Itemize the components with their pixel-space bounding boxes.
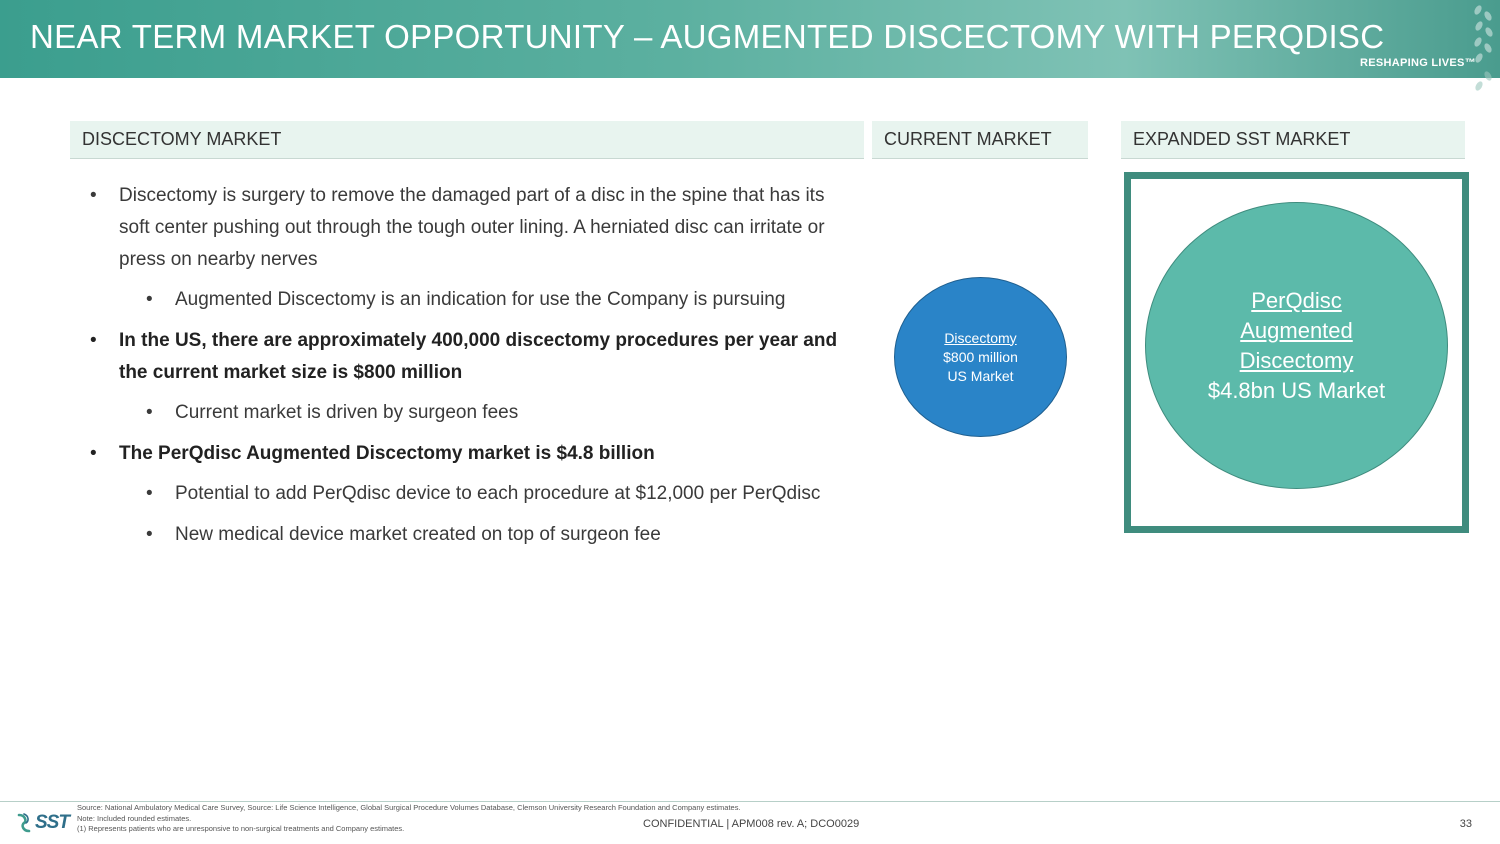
expanded-market-heading: EXPANDED SST MARKET <box>1121 121 1465 159</box>
augmented-link[interactable]: Augmented <box>1240 317 1353 343</box>
leaf-pattern-icon <box>1470 4 1496 96</box>
sst-logo-icon <box>16 813 32 833</box>
footer-divider <box>0 801 1500 802</box>
bullet-list <box>90 180 860 560</box>
page-number: 33 <box>1459 818 1472 830</box>
list-item: • Potential to add PerQdisc device to each procedure at $12,000 per PerQdisc <box>146 483 821 504</box>
current-market-circle <box>894 277 1067 437</box>
list-item: • Current market is driven by surgeon fees <box>146 402 519 423</box>
expanded-market-value: $4.8bn US Market <box>1207 377 1386 403</box>
current-market-link[interactable]: Discectomy <box>944 329 1017 346</box>
sst-logo <box>16 812 69 834</box>
tagline: RESHAPING LIVES™ <box>1359 57 1476 69</box>
confidential-label: CONFIDENTIAL | APM008 rev. A; DCO0029 <box>643 818 860 830</box>
footnote-note: Note: Included rounded estimates. <box>77 813 192 823</box>
discectomy-market-heading: DISCECTOMY MARKET <box>70 121 864 159</box>
page-title: NEAR TERM MARKET OPPORTUNITY – AUGMENTED DISCECTOMY WITH PERQDISC <box>30 18 1385 55</box>
footnotes <box>77 803 741 835</box>
footnote-1: (1) Represents patients who are unresponsive to non-surgical treatments and Company estimates. <box>77 824 405 833</box>
list-item: • In the US, there are approximately 400,000 discectomy procedures per year and the current market size is $800 million <box>90 330 838 383</box>
current-market-heading: CURRENT MARKET <box>872 121 1088 159</box>
header-bar <box>0 0 1500 78</box>
list-item: • New medical device market created on top of surgeon fee <box>146 524 661 545</box>
perqdisc-link[interactable]: PerQdisc <box>1251 287 1342 313</box>
current-market-label: US Market <box>947 367 1014 384</box>
footnote-source: Source: National Ambulatory Medical Care Survey, Source: Life Science Intelligence, Global Surgical Procedure Volumes Database, Clemson University Research Foundation and Company estimates. <box>77 803 741 812</box>
list-item: • The PerQdisc Augmented Discectomy market is $4.8 billion <box>90 443 655 464</box>
list-item: • Augmented Discectomy is an indication for use the Company is pursuing <box>146 289 786 310</box>
current-market-value: $800 million <box>943 348 1018 365</box>
logo-text: SST <box>35 812 69 833</box>
discectomy-link[interactable]: Discectomy <box>1239 347 1354 373</box>
expanded-market-circle <box>1145 202 1448 489</box>
list-item: • Discectomy is surgery to remove the damaged part of a disc in the spine that has its soft center pushing out through the tough outer lining. A herniated disc can irritate or press on nearby nerves <box>90 185 825 270</box>
